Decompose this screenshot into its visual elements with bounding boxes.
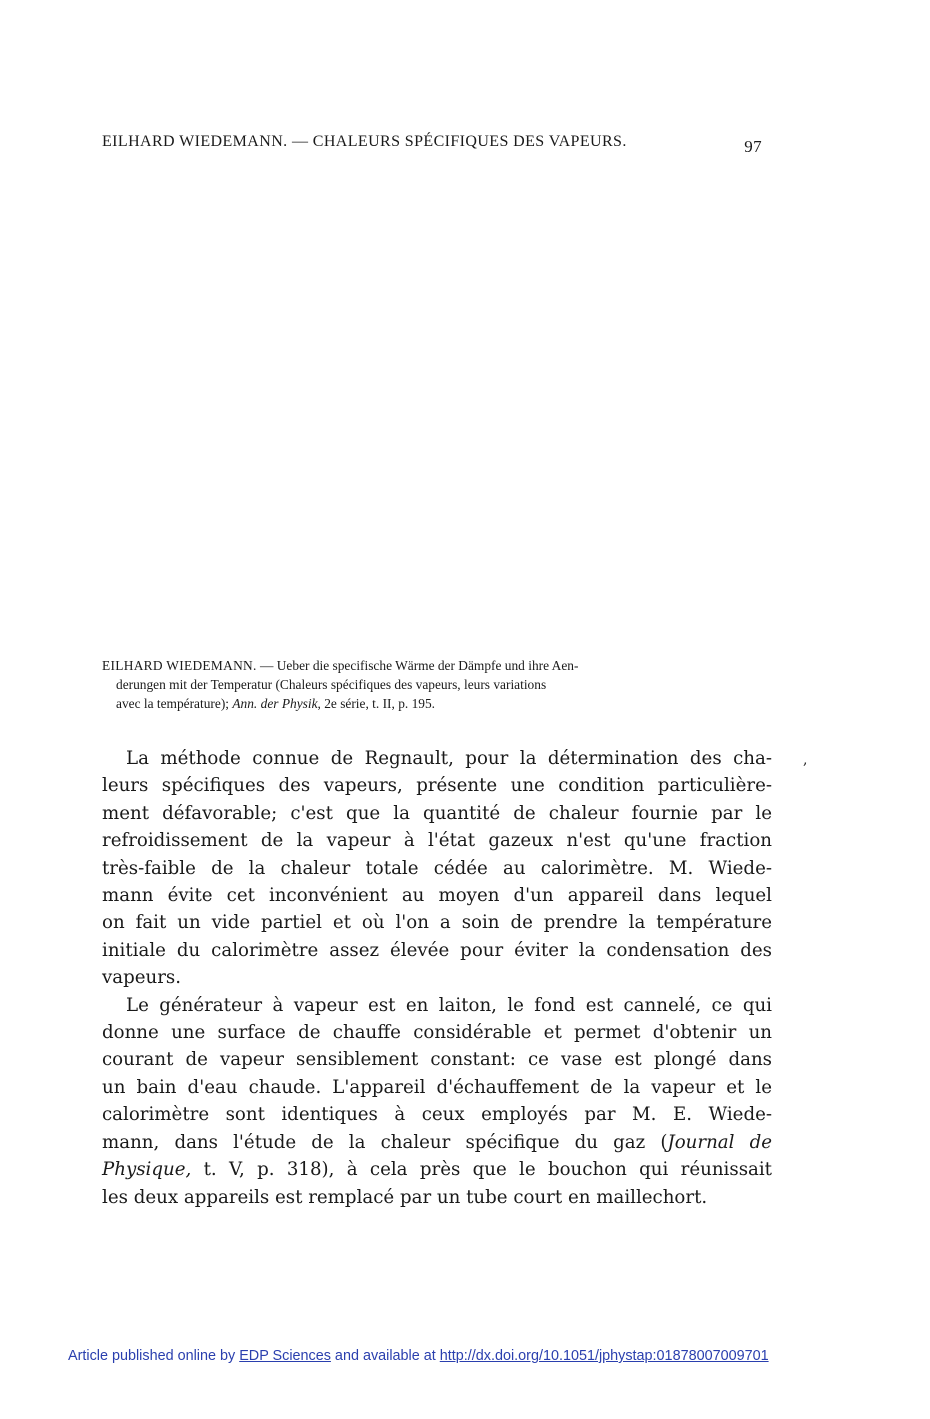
- paragraph-2-line: un bain d'eau chaude. L'appareil d'échauffement de la vapeur et le: [102, 1076, 772, 1098]
- paragraph-2-line: calorimètre sont identiques à ceux employés par M. E. Wiede-: [102, 1104, 772, 1126]
- paragraph-2-text: t. V, p. 318), à cela près que le bouchon qui réunissait: [191, 1159, 772, 1181]
- paragraph-1-line: initiale du calorimètre assez élevée pour éviter la condensation des: [102, 939, 772, 961]
- citation-translation-end: avec la température);: [116, 696, 233, 711]
- paragraph-1-line: très-faible de la chaleur totale cédée au calorimètre. M. Wiede-: [102, 857, 772, 879]
- paragraph-1-line: leurs spécifiques des vapeurs, présente une condition particulière-: [102, 775, 772, 797]
- paragraph-1-line: on fait un vide partiel et où l'on a soin de prendre la température: [102, 912, 772, 934]
- footer-prefix: Article published online by: [68, 1348, 240, 1364]
- paragraph-2-line: donne une surface de chauffe considérable et permet d'obtenir un: [102, 1022, 772, 1044]
- paragraph-2-line: [102, 1129, 772, 1156]
- publisher-link[interactable]: EDP Sciences: [239, 1348, 331, 1364]
- paragraph-1-line: mann évite cet inconvénient au moyen d'un appareil dans lequel: [102, 885, 772, 907]
- journal-reference: Journal de: [667, 1131, 772, 1153]
- citation-block: [102, 656, 770, 713]
- doi-link[interactable]: http://dx.doi.org/10.1051/jphystap:01878007009701: [439, 1348, 769, 1364]
- citation-title-part-1: — Ueber die specifische Wärme der Dämpfe und ihre Aen-: [256, 658, 579, 673]
- footer: [68, 1348, 769, 1364]
- paragraph-2-line: Le générateur à vapeur est en laiton, le fond est cannelé, ce qui: [126, 994, 772, 1016]
- paragraph-2-line: [102, 1156, 772, 1183]
- page-number: 97: [744, 137, 762, 156]
- citation-volume: , 2e série, t. II, p. 195.: [317, 696, 436, 711]
- citation-line-3: [102, 694, 770, 713]
- paragraph-1-line: refroidissement de la vapeur à l'état gazeux n'est qu'une fraction: [102, 830, 772, 852]
- paragraph-1-line: vapeurs.: [102, 967, 182, 989]
- paragraph-2-line: les deux appareils est remplacé par un tube court en maillechort.: [102, 1186, 708, 1208]
- paragraph-2-line: courant de vapeur sensiblement constant: ce vase est plongé dans: [102, 1049, 772, 1071]
- paragraph-2-text: mann, dans l'étude de la chaleur spécifique du gaz (: [102, 1131, 668, 1153]
- citation-author: EILHARD WIEDEMANN.: [102, 658, 257, 673]
- stray-mark: ,: [803, 752, 808, 768]
- paragraph-1-line: ment défavorable; c'est que la quantité de chaleur fournie par le: [102, 802, 772, 824]
- citation-journal: Ann. der Physik: [232, 696, 318, 711]
- running-title: EILHARD WIEDEMANN. — CHALEURS SPÉCIFIQUES DES VAPEURS.: [102, 133, 627, 150]
- paragraph-1-line: La méthode connue de Regnault, pour la détermination des cha-: [126, 748, 772, 769]
- citation-line-1: [102, 656, 770, 675]
- footer-middle: and available at: [330, 1348, 440, 1364]
- journal-reference-cont: Physique,: [102, 1159, 192, 1181]
- citation-line-2: derungen mit der Temperatur (Chaleurs spécifiques des vapeurs, leurs variations: [116, 677, 547, 692]
- body-text: [102, 745, 772, 1211]
